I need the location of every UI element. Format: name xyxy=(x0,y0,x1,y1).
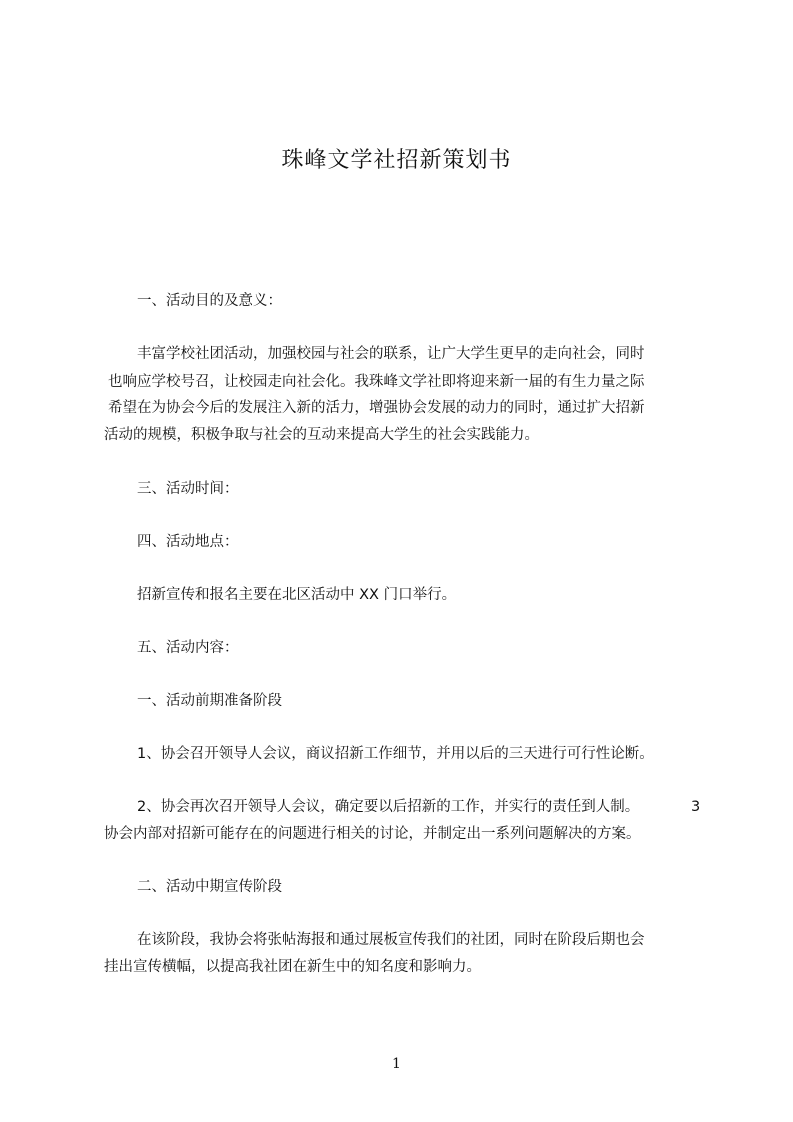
purpose-line: 也响应学校号召，让校园走向社会化。我珠峰文学社即将迎来新一届的有生力量之际 xyxy=(108,374,645,390)
place-text: 招新宣传和报名主要在北区活动中 XX 门口举行。 xyxy=(137,587,457,603)
phase1-item3: 协会内部对招新可能存在的问题进行相关的讨论，并制定出一系列问题解决的方案。 xyxy=(104,826,641,842)
purpose-line: 活动的规模，积极争取与社会的互动来提高大学生的社会实践能力。 xyxy=(104,427,539,443)
purpose-line: 希望在为协会今后的发展注入新的活力，增强协会发展的动力的同时，通过扩大招新 xyxy=(108,400,645,416)
phase1-item2: 2、协会再次召开领导人会议，确定要以后招新的工作，并实行的责任到人制。 xyxy=(137,799,640,815)
place-heading: 四、活动地点： xyxy=(137,534,239,550)
document-title: 珠峰文学社招新策划书 xyxy=(281,148,512,173)
page-number: 1 xyxy=(392,1056,401,1072)
phase1-heading: 一、活动前期准备阶段 xyxy=(137,693,282,709)
phase2-heading: 二、活动中期宣传阶段 xyxy=(137,879,282,895)
phase1-item1: 1、协会召开领导人会议，商议招新工作细节，并用以后的三天进行可行性论断。 xyxy=(137,746,654,762)
time-heading: 三、活动时间： xyxy=(137,481,239,497)
phase1-item3-number: 3 xyxy=(691,799,701,815)
content-heading: 五、活动内容： xyxy=(137,640,239,656)
purpose-heading: 一、活动目的及意义： xyxy=(137,293,282,309)
phase2-line: 在该阶段，我协会将张帖海报和通过展板宣传我们的社团，同时在阶段后期也会 xyxy=(137,932,645,948)
purpose-line: 丰富学校社团活动，加强校园与社会的联系，让广大学生更早的走向社会，同时 xyxy=(137,346,645,362)
phase2-line: 挂出宣传横幅，以提高我社团在新生中的知名度和影响力。 xyxy=(104,959,481,975)
